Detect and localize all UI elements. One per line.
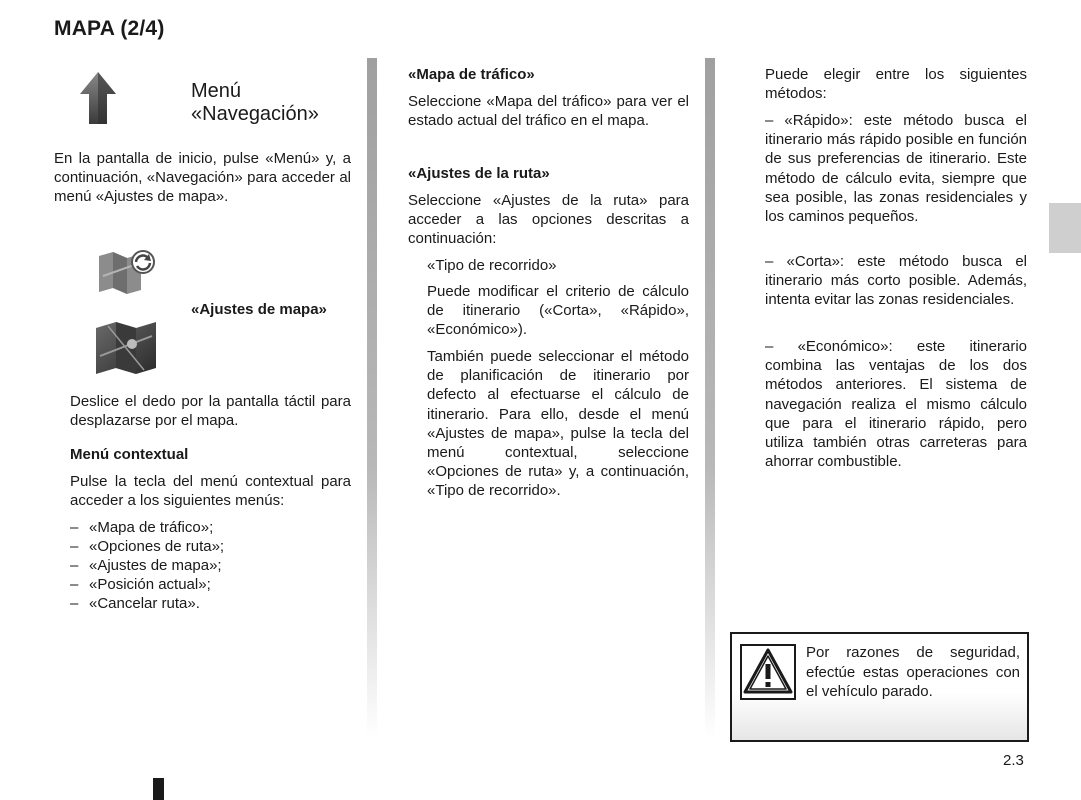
list-item: – «Ajustes de mapa»; <box>70 556 351 575</box>
list-item: – «Mapa de tráfico»; <box>70 518 351 537</box>
heading-line: Menú <box>191 80 242 102</box>
economic-method-paragraph: – «Económico»: este itinerario combina las ventajas de los dos métodos anteriores. El sistema de navegación realiza el mismo cálculo que para el itinerario rápido, pero utiliza también otras carreteras para ahorrar combustible. <box>765 338 1027 471</box>
short-method-paragraph: – «Corta»: este método busca el itinerario más corto posible. Además, intenta evitar las zonas residenciales. <box>765 253 1027 309</box>
methods-intro-paragraph: Puede elegir entre los siguientes métodos: <box>765 66 1027 103</box>
heading-line: «Navegación» <box>191 103 319 125</box>
swipe-paragraph: Deslice el dedo por la pantalla táctil para desplazarse por el mapa. <box>70 393 351 430</box>
default-method-paragraph: También puede seleccionar el método de planificación de itinerario por defecto al efectuarse el cálculo de itinerario. Para ello, desde el menú «Ajustes de mapa», pulse la tecla del menú contextual, seleccione «Opciones de ruta» y, a continuación, «Tipo de recorrido». <box>427 348 689 500</box>
column-divider <box>705 58 715 738</box>
section-tab <box>1049 203 1081 253</box>
traffic-map-paragraph: Seleccione «Mapa del tráfico» para ver el estado actual del tráfico en el mapa. <box>408 93 689 130</box>
modify-criteria-paragraph: Puede modificar el criterio de cálculo de itinerario («Corta», «Rápido», «Económico»). <box>427 283 689 339</box>
context-menu-list <box>70 518 351 613</box>
column-divider <box>367 58 377 738</box>
list-item: – «Opciones de ruta»; <box>70 537 351 556</box>
route-type-label: «Tipo de recorrido» <box>427 257 557 274</box>
navigation-arrow-icon <box>80 72 116 126</box>
context-menu-paragraph: Pulse la tecla del menú contextual para acceder a los siguientes menús: <box>70 473 351 510</box>
list-item: – «Cancelar ruta». <box>70 594 351 613</box>
page-number: 2.3 <box>1003 752 1024 769</box>
safety-warning-box <box>730 632 1029 742</box>
intro-paragraph: En la pantalla de inicio, pulse «Menú» y, a continuación, «Navegación» para acceder al menú «Ajustes de mapa». <box>54 150 351 206</box>
list-item: – «Posición actual»; <box>70 575 351 594</box>
footer-marker <box>153 778 164 800</box>
route-settings-heading: «Ajustes de la ruta» <box>408 165 550 182</box>
map-settings-icon <box>96 322 158 374</box>
safety-warning-text: Por razones de seguridad, efectúe estas operaciones con el vehículo parado. <box>806 644 1020 700</box>
warning-icon-frame <box>740 644 796 700</box>
map-refresh-icon <box>97 246 159 294</box>
map-settings-label: «Ajustes de mapa» <box>191 301 327 318</box>
warning-triangle-icon <box>742 646 794 698</box>
fast-method-paragraph: – «Rápido»: este método busca el itinerario más rápido posible en función de sus preferencias de itinerario. Este método de cálculo evita, siempre que sea posible, las zonas residenciales y los caminos pequeños. <box>765 112 1027 226</box>
section-heading-navigation <box>191 80 319 126</box>
context-menu-heading: Menú contextual <box>70 446 189 463</box>
traffic-map-heading: «Mapa de tráfico» <box>408 66 535 83</box>
page-title: MAPA (2/4) <box>54 17 165 40</box>
route-settings-paragraph: Seleccione «Ajustes de la ruta» para acceder a las opciones descritas a continuación: <box>408 192 689 248</box>
